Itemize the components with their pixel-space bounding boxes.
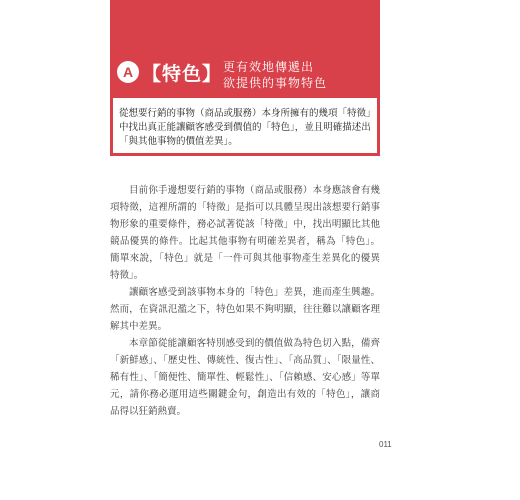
body-text — [110, 182, 380, 420]
section-letter-badge: A — [117, 61, 139, 83]
subtitle-line-1: 更有效地傳遞出 — [223, 60, 315, 74]
summary-box: 從想要行銷的事物（商品或服務）本身所擁有的幾項「特徵」中找出真正能讓顧客感受到價值的「特色」，並且明確描述出「與其他事物的價值差異」。 — [110, 98, 380, 156]
paragraph-1: 目前你手邊想要行銷的事物（商品或服務）本身應該會有幾項特徵，這裡所謂的「特徵」是指可以具體呈現出該想要行銷事物形象的重要條件，務必試著從該「特徵」中，找出明顯比其他競品優異的條件。比起其他事物有明確差異者，稱為「特色」。簡單來說，「特色」就是「一件可與其他事物產生差異化的優異特徵」。 — [110, 185, 380, 281]
paragraph-3: 本章節從能讓顧客特別感受到的價值做為特色切入點，備齊「新鮮感」、「歷史性、傳統性、復古性」、「高品質」、「限量性、稀有性」、「簡便性、簡單性、輕鬆性」、「信賴感、安心感」等單元，請你務必運用這些關鍵金句，創造出有效的「特色」，讓商品得以狂銷熱賣。 — [110, 338, 380, 417]
page-number: 011 — [379, 440, 392, 449]
paragraph-2: 讓顧客感受到該事物本身的「特色」差異，進而產生興趣。然而，在資訊氾濫之下，特色如果不夠明顯，往往難以讓顧客理解其中差異。 — [110, 287, 380, 332]
section-title: 【特色】 — [142, 63, 223, 85]
subtitle-line-2: 欲提供的事物特色 — [223, 76, 328, 90]
section-subtitle — [223, 59, 327, 91]
chapter-header — [110, 0, 380, 98]
